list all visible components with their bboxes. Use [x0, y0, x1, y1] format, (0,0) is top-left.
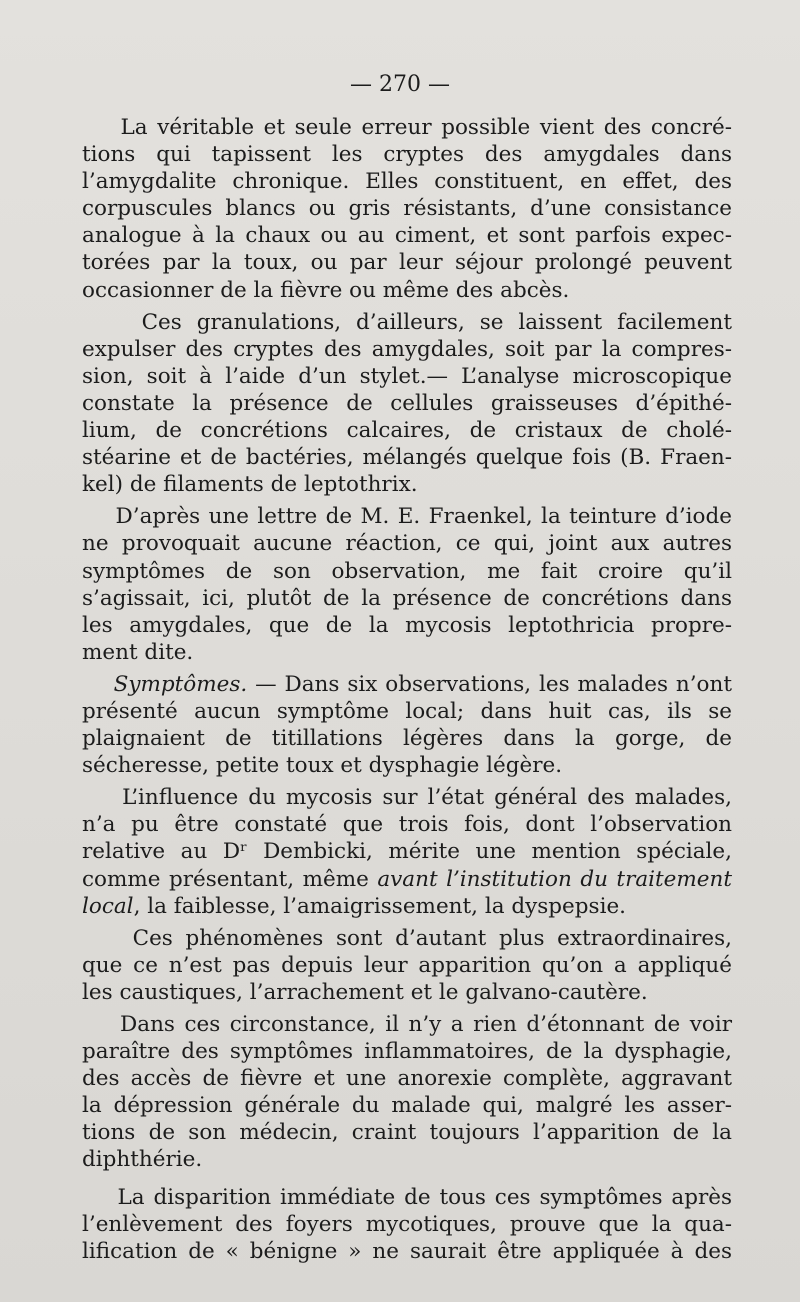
paragraph-influence	[82, 784, 732, 919]
text-line: n’a pu être constaté que trois fois, dont l’observation	[82, 812, 732, 838]
text-line: La disparition immédiate de tous ces symptômes après	[82, 1184, 732, 1210]
text-line: des accès de fièvre et une anorexie complète, aggravant	[82, 1066, 732, 1092]
text-line: relative au Dʳ Dembicki, mérite une mention spéciale,	[82, 839, 732, 865]
text-line: analogue à la chaux ou au ciment, et sont parfois expec-	[82, 223, 732, 249]
text-fragment: , la faiblesse, l’amaigrissement, la dyspepsie.	[133, 893, 627, 919]
text-line	[82, 866, 732, 893]
text-line: symptômes de son observation, me fait croire qu’il	[82, 558, 732, 584]
text-line: plaignaient de titillations légères dans la gorge, de	[82, 726, 732, 752]
text-line: La véritable et seule erreur possible vient des concré-	[82, 115, 732, 140]
paragraph-fraenkel-letter	[82, 503, 732, 666]
paragraph-phenomenes	[82, 925, 732, 1006]
paragraph-circonstance	[82, 1011, 732, 1174]
text-line: tions de son médecin, craint toujours l’apparition de la	[82, 1120, 732, 1146]
text-fragment: — Dans six observations, les malades n’ont	[247, 671, 732, 697]
paragraph-granulations	[82, 309, 732, 499]
text-line: torées par la toux, ou par leur séjour prolongé peuvent	[82, 250, 732, 276]
text-line: expulser des cryptes des amygdales, soit par la compres-	[82, 336, 732, 362]
text-line: sion, soit à l’aide d’un stylet.— L’analyse microscopique	[82, 363, 732, 389]
section-heading: Symptômes.	[113, 671, 248, 697]
text-line: Ces granulations, d’ailleurs, se laissent facilement	[82, 309, 732, 335]
text-line: s’agissait, ici, plutôt de la présence de concrétions dans	[82, 585, 732, 611]
text-line: ment dite.	[82, 639, 194, 665]
text-line: l’enlèvement des foyers mycotiques, prouve que la qua-	[82, 1211, 732, 1237]
text-line: Dans ces circonstance, il n’y a rien d’étonnant de voir	[82, 1012, 732, 1037]
text-line: corpuscules blancs ou gris résistants, d’une consistance	[82, 196, 732, 222]
text-line: diphthérie.	[82, 1147, 203, 1173]
text-line: paraître des symptômes inflammatoires, de la dysphagie,	[82, 1039, 732, 1065]
text-line: les amygdales, que de la mycosis leptothricia propre-	[82, 612, 732, 638]
paragraph-concretions	[82, 114, 732, 304]
body-text	[82, 114, 732, 1265]
paragraph-disparition	[82, 1184, 732, 1265]
text-line: constate la présence de cellules graisseuses d’épithé-	[82, 390, 732, 416]
text-line: présenté aucun symptôme local; dans huit cas, ils se	[82, 698, 732, 724]
paragraph-symptomes	[82, 671, 732, 779]
text-line: stéarine et de bactéries, mélangés quelque fois (B. Fraen-	[82, 445, 732, 471]
page-number: — 270 —	[350, 72, 450, 97]
text-line: occasionner de la fièvre ou même des abcès.	[82, 277, 570, 303]
text-line: lification de « bénigne » ne saurait être appliquée à des	[82, 1238, 732, 1264]
text-line: les caustiques, l’arrachement et le galvano-cautère.	[82, 979, 648, 1005]
text-line: lium, de concrétions calcaires, de cristaux de cholé-	[82, 418, 732, 444]
text-line: l’amygdalite chronique. Elles constituent, en effet, des	[82, 169, 732, 195]
italic-phrase: local	[82, 893, 134, 919]
text-fragment: comme présentant, même	[82, 866, 378, 892]
text-line: sécheresse, petite toux et dysphagie légère.	[82, 753, 563, 779]
text-line	[82, 893, 732, 920]
text-line: que ce n’est pas depuis leur apparition qu’on a appliqué	[82, 952, 732, 978]
text-line: la dépression générale du malade qui, malgré les asser-	[82, 1093, 732, 1119]
italic-phrase: avant l’institution du traitement	[377, 866, 732, 892]
text-line	[82, 671, 732, 698]
text-line: kel) de filaments de leptothrix.	[82, 472, 418, 498]
text-line: ne provoquait aucune réaction, ce qui, joint aux autres	[82, 531, 732, 557]
text-line: L’influence du mycosis sur l’état général des malades,	[82, 785, 732, 811]
text-line: Ces phénomènes sont d’autant plus extraordinaires,	[82, 925, 732, 951]
text-line: D’après une lettre de M. E. Fraenkel, la teinture d’iode	[82, 504, 732, 530]
text-line: tions qui tapissent les cryptes des amygdales dans	[82, 142, 732, 168]
